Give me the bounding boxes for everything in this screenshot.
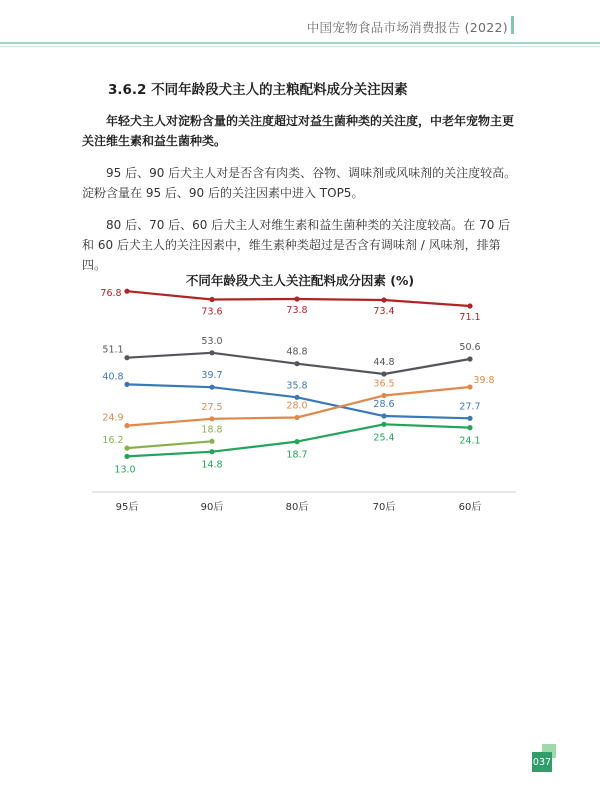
series-orange-data-label: 27.5 [201,401,223,413]
series-red-point [124,289,129,294]
series-orange-data-label: 39.8 [473,375,495,386]
series-gray-point [124,355,129,360]
series-gray-point [209,350,214,355]
series-red-data-label: 73.4 [373,306,395,317]
series-olive-point [209,439,214,444]
x-tick-label: 80后 [285,502,309,513]
paragraph-1: 年轻犬主人对淀粉含量的关注度超过对益生菌种类的关注度，中老年宠物主更关注维生素和益生菌种类。 [82,114,515,148]
series-orange-point [467,384,472,389]
series-red-data-label: 73.6 [201,306,223,318]
series-gray-point [381,371,386,376]
series-blue-point [467,416,472,421]
header-title: 中国宠物食品市场消费报告 (2022) [306,20,508,35]
series-orange-data-label: 24.9 [102,412,124,424]
x-tick-label: 95后 [115,502,139,513]
series-blue-point [209,385,214,390]
series-blue-point [381,413,386,418]
page-number: 037 [532,752,552,772]
series-green-data-label: 25.4 [373,432,395,444]
series-olive-data-label: 16.2 [102,435,124,447]
series-gray-data-label: 51.1 [102,344,124,356]
series-red-point [381,297,386,302]
series-green-point [209,449,214,454]
paragraph-2: 95 后、90 后犬主人对是否含有肉类、谷物、调味剂或风味剂的关注度较高。淀粉含量在 95 后、90 后的关注因素中进入 TOP5。 [82,166,517,200]
series-orange-point [381,393,386,398]
series-blue-data-label: 40.8 [102,371,124,383]
series-orange-point [124,423,129,428]
series-blue-data-label: 39.7 [201,370,223,382]
x-tick-label: 60后 [458,502,482,513]
series-blue-data-label: 27.7 [459,401,481,413]
section-heading: 3.6.2 不同年龄段犬主人的主粮配料成分关注因素 [108,82,408,98]
series-green-data-label: 14.8 [201,459,223,471]
series-blue-data-label: 28.6 [373,399,395,410]
series-red-data-label: 71.1 [459,312,481,323]
series-olive-point [124,446,129,451]
x-tick-label: 90后 [200,502,224,513]
series-gray-data-label: 44.8 [373,357,395,368]
x-tick-label: 70后 [372,502,396,513]
series-gray-point [294,361,299,366]
series-red-data-label: 76.8 [100,288,122,300]
series-green-point [467,425,472,430]
series-green-data-label: 24.1 [459,435,481,447]
paragraph-3: 80 后、70 后、60 后犬主人对维生素和益生菌种类的关注度较高。在 70 后和 60 后犬主人的关注因素中，维生素种类超过是否含有调味剂 / 风味剂，排第四。 [82,218,511,272]
series-red-point [467,303,472,308]
series-olive-data-label: 18.8 [201,424,223,436]
series-gray-data-label: 50.6 [459,342,481,353]
series-orange-data-label: 28.0 [286,400,308,412]
series-olive-line [127,441,212,448]
series-red-point [294,296,299,301]
series-orange-data-label: 36.5 [373,378,395,390]
series-orange-point [209,416,214,421]
series-gray-data-label: 48.8 [286,346,308,358]
chart-title: 不同年龄段犬主人关注配料成分因素 (%) [185,273,415,288]
series-red-data-label: 73.8 [286,305,308,316]
series-blue-point [294,395,299,400]
series-green-point [294,439,299,444]
series-orange-point [294,415,299,420]
series-green-data-label: 18.7 [286,449,308,461]
series-gray-point [467,356,472,361]
series-green-point [124,454,129,459]
series-green-data-label: 13.0 [114,464,136,476]
series-green-point [381,422,386,427]
series-red-point [209,297,214,302]
series-blue-data-label: 35.8 [286,380,308,392]
series-blue-point [124,382,129,387]
series-gray-data-label: 53.0 [201,335,223,347]
